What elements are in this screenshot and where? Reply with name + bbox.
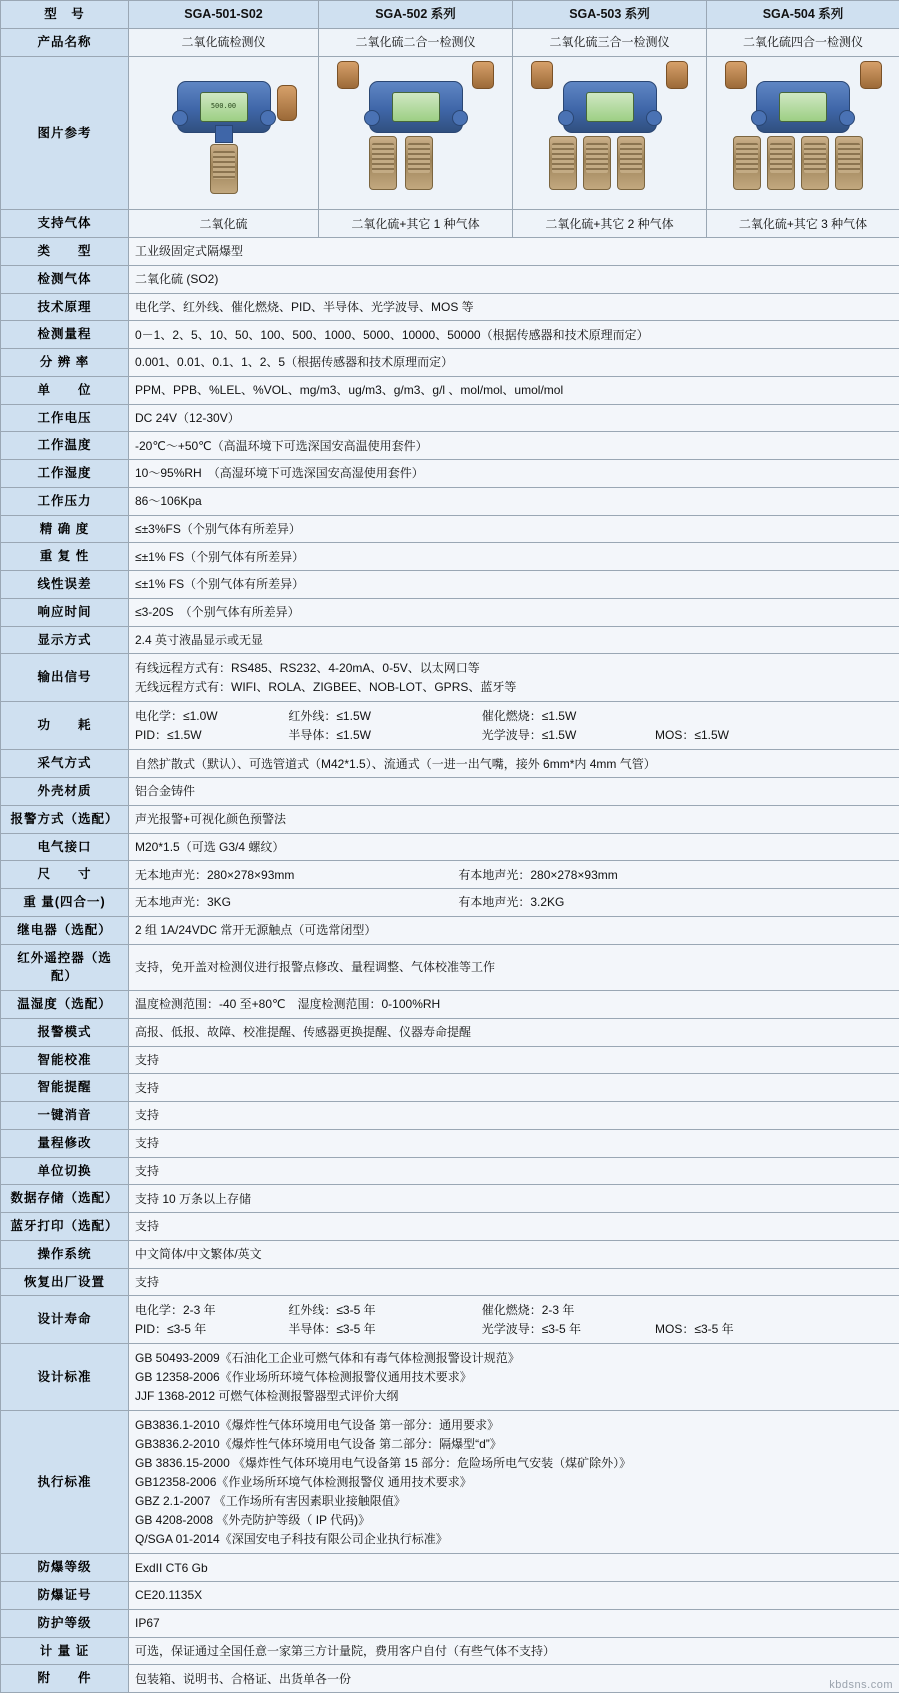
table-row-detect-gas <box>1 265 899 293</box>
sensor-cap-right-icon <box>860 61 882 89</box>
row-value-relay: 2 组 1A/24VDC 常开无源触点（可选常闭型） <box>129 916 899 944</box>
sensor-probe-2-icon <box>405 136 433 190</box>
row-value-resolution: 0.001、0.01、0.1、1、2、5（根据传感器和技术原理而定） <box>129 349 899 377</box>
row-label-type: 类 型 <box>1 238 129 266</box>
row-label-factory-reset: 恢复出厂设置 <box>1 1268 129 1296</box>
table-row-size <box>1 861 899 889</box>
table-row-image-ref <box>1 56 899 210</box>
row-value-repeatability: ≤±1% FS（个别气体有所差异） <box>129 543 899 571</box>
row-label-ex-rating: 防爆等级 <box>1 1554 129 1582</box>
row-value-response-time: ≤3-20S （个别气体有所差异） <box>129 598 899 626</box>
row-label-pressure: 工作压力 <box>1 487 129 515</box>
power-line-1 <box>135 707 893 725</box>
watermark: kbdsns.com <box>829 1679 893 1691</box>
table-row-temperature <box>1 432 899 460</box>
row-label-temp-humidity-option: 温湿度（选配） <box>1 991 129 1019</box>
row-value-smart-reminder: 支持 <box>129 1074 899 1102</box>
detector-illustration-triple <box>517 63 702 198</box>
housing-port-left-icon <box>364 110 380 126</box>
row-label-humidity: 工作湿度 <box>1 460 129 488</box>
housing-port-left-icon <box>751 110 767 126</box>
row-label-accuracy: 精 确 度 <box>1 515 129 543</box>
table-row-weight <box>1 889 899 917</box>
sensor-probe-3-icon <box>617 136 645 190</box>
row-value-alarm-mode: 高报、低报、故障、校准提醒、传感器更换提醒、仪器寿命提醒 <box>129 1018 899 1046</box>
table-row-electrical-interface <box>1 833 899 861</box>
weight-with-alarm: 有本地声光：3.2KG <box>458 893 564 911</box>
table-row-tech-principle <box>1 293 899 321</box>
row-label-one-key-mute: 一键消音 <box>1 1102 129 1130</box>
power-mos: MOS：≤1.5W <box>655 726 729 744</box>
lifespan-line-1 <box>135 1301 893 1319</box>
row-value-humidity: 10～95%RH （高湿环境下可选深国安高湿使用套件） <box>129 460 899 488</box>
row-label-support-gas: 支持气体 <box>1 210 129 238</box>
row-label-design-standard: 设计标准 <box>1 1344 129 1411</box>
row-value-accuracy: ≤±3%FS（个别气体有所差异） <box>129 515 899 543</box>
output-signal-wired: 有线远程方式有：RS485、RS232、4-20mA、0-5V、以太网口等 <box>135 659 893 677</box>
sensor-probe-2-icon <box>583 136 611 190</box>
row-label-electrical-interface: 电气接口 <box>1 833 129 861</box>
row-value-type: 工业级固定式隔爆型 <box>129 238 899 266</box>
exec-standard-line-4: GB12358-2006《作业场所环境气体检测报警仪 通用技术要求》 <box>135 1473 893 1491</box>
row-value-smart-calibration: 支持 <box>129 1046 899 1074</box>
table-row-bluetooth-print <box>1 1213 899 1241</box>
table-row-alarm-mode <box>1 1018 899 1046</box>
row-label-alarm-mode: 报警模式 <box>1 1018 129 1046</box>
support-gas-503: 二氧化硫+其它 2 种气体 <box>513 210 707 238</box>
exec-standard-line-5: GBZ 2.1-2007 《工作场所有害因素职业接触限值》 <box>135 1492 893 1510</box>
row-value-bluetooth-print: 支持 <box>129 1213 899 1241</box>
exec-standard-line-1: GB3836.1-2010《爆炸性气体环境用电气设备 第一部分：通用要求》 <box>135 1416 893 1434</box>
size-with-alarm: 有本地声光：280×278×93mm <box>458 866 617 884</box>
power-line-2 <box>135 726 893 744</box>
design-standard-line-2: GB 12358-2006《作业场所环境气体检测报警仪通用技术要求》 <box>135 1368 893 1386</box>
sensor-cap-left-icon <box>725 61 747 89</box>
power-pid: PID：≤1.5W <box>135 726 285 744</box>
support-gas-501: 二氧化硫 <box>129 210 319 238</box>
detector-illustration-single <box>149 63 299 198</box>
table-row-exec-standard <box>1 1411 899 1554</box>
support-gas-504: 二氧化硫+其它 3 种气体 <box>707 210 899 238</box>
exec-standard-line-2: GB3836.2-2010《爆炸性气体环境用电气设备 第二部分：隔爆型“d”》 <box>135 1435 893 1453</box>
row-label-voltage: 工作电压 <box>1 404 129 432</box>
table-row-ir-remote <box>1 944 899 991</box>
detector-display-icon <box>779 92 827 122</box>
row-label-lifespan: 设计寿命 <box>1 1296 129 1344</box>
row-label-ip-rating: 防护等级 <box>1 1609 129 1637</box>
row-label-bluetooth-print: 蓝牙打印（选配） <box>1 1213 129 1241</box>
row-label-exec-standard: 执行标准 <box>1 1411 129 1554</box>
exec-standard-line-6: GB 4208-2008 《外壳防护等级（ IP 代码)》 <box>135 1511 893 1529</box>
row-value-electrical-interface: M20*1.5（可选 G3/4 螺纹） <box>129 833 899 861</box>
table-row-ex-rating <box>1 1554 899 1582</box>
row-label-display: 显示方式 <box>1 626 129 654</box>
row-label-data-storage: 数据存储（选配） <box>1 1185 129 1213</box>
row-label-unit: 单 位 <box>1 376 129 404</box>
detector-stem-icon <box>215 125 233 143</box>
housing-port-right-icon <box>839 110 855 126</box>
row-value-voltage: DC 24V（12-30V） <box>129 404 899 432</box>
detector-illustration-dual <box>323 63 508 198</box>
model-504: SGA-504 系列 <box>707 1 899 29</box>
row-label-ir-remote: 红外遥控器（选配） <box>1 944 129 991</box>
row-label-smart-calibration: 智能校准 <box>1 1046 129 1074</box>
lifespan-catalytic: 催化燃烧：2-3 年 <box>482 1301 575 1319</box>
table-row-metrology-cert <box>1 1637 899 1665</box>
exec-standard-line-3: GB 3836.15-2000 《爆炸性气体环境用电气设备第 15 部分：危险场所电气安装（煤矿除外）》 <box>135 1454 893 1472</box>
row-label-os: 操作系统 <box>1 1240 129 1268</box>
row-value-range-modify: 支持 <box>129 1129 899 1157</box>
row-value-unit-switch: 支持 <box>129 1157 899 1185</box>
lifespan-electrochemical: 电化学：2-3 年 <box>135 1301 285 1319</box>
sensor-probe-2-icon <box>767 136 795 190</box>
lifespan-optical: 光学波导：≤3-5 年 <box>482 1320 652 1338</box>
row-label-range: 检测量程 <box>1 321 129 349</box>
housing-port-right-icon <box>260 110 276 126</box>
row-value-ip-rating: IP67 <box>129 1609 899 1637</box>
row-label-image-ref: 图片参考 <box>1 56 129 210</box>
row-value-output-signal <box>129 654 899 702</box>
row-value-range: 0－1、2、5、10、50、100、500、1000、5000、10000、50000（根据传感器和技术原理而定） <box>129 321 899 349</box>
sensor-cap-icon <box>277 85 297 121</box>
row-value-size <box>129 861 899 889</box>
table-row-smart-reminder <box>1 1074 899 1102</box>
table-row-display <box>1 626 899 654</box>
row-value-detect-gas: 二氧化硫 (SO2) <box>129 265 899 293</box>
row-value-data-storage: 支持 10 万条以上存储 <box>129 1185 899 1213</box>
model-503: SGA-503 系列 <box>513 1 707 29</box>
housing-port-right-icon <box>646 110 662 126</box>
row-label-power: 功 耗 <box>1 702 129 750</box>
table-row-one-key-mute <box>1 1102 899 1130</box>
product-name-502: 二氧化硫二合一检测仪 <box>319 28 513 56</box>
table-row-relay <box>1 916 899 944</box>
row-value-design-standard <box>129 1344 899 1411</box>
power-electrochemical: 电化学：≤1.0W <box>135 707 285 725</box>
sensor-cap-right-icon <box>666 61 688 89</box>
table-row-ip-rating <box>1 1609 899 1637</box>
table-row-response-time <box>1 598 899 626</box>
model-502: SGA-502 系列 <box>319 1 513 29</box>
table-row-support-gas <box>1 210 899 238</box>
row-label-model: 型 号 <box>1 1 129 29</box>
table-row-factory-reset <box>1 1268 899 1296</box>
table-row-shell-material <box>1 778 899 806</box>
row-label-range-modify: 量程修改 <box>1 1129 129 1157</box>
row-label-alarm-type: 报警方式（选配） <box>1 805 129 833</box>
row-label-accessories: 附 件 <box>1 1665 129 1693</box>
row-label-temperature: 工作温度 <box>1 432 129 460</box>
detector-illustration-quad <box>711 63 896 198</box>
table-row-unit <box>1 376 899 404</box>
power-semiconductor: 半导体：≤1.5W <box>288 726 478 744</box>
row-label-sampling: 采气方式 <box>1 750 129 778</box>
sensor-probe-4-icon <box>835 136 863 190</box>
row-value-ir-remote: 支持，免开盖对检测仪进行报警点修改、量程调整、气体校准等工作 <box>129 944 899 991</box>
table-row-output-signal <box>1 654 899 702</box>
sensor-probe-1-icon <box>733 136 761 190</box>
table-row-sampling <box>1 750 899 778</box>
housing-port-left-icon <box>558 110 574 126</box>
row-label-smart-reminder: 智能提醒 <box>1 1074 129 1102</box>
row-label-tech-principle: 技术原理 <box>1 293 129 321</box>
detector-display-icon <box>200 92 248 122</box>
output-signal-wireless: 无线远程方式有：WIFI、ROLA、ZIGBEE、NOB-LOT、GPRS、蓝牙等 <box>135 678 893 696</box>
product-name-501: 二氧化硫检测仪 <box>129 28 319 56</box>
sensor-cap-right-icon <box>472 61 494 89</box>
row-label-metrology-cert: 计 量 证 <box>1 1637 129 1665</box>
table-row-voltage <box>1 404 899 432</box>
device-image-501 <box>129 56 319 210</box>
table-row-ex-cert <box>1 1582 899 1610</box>
sensor-cap-left-icon <box>337 61 359 89</box>
product-name-504: 二氧化硫四合一检测仪 <box>707 28 899 56</box>
row-label-unit-switch: 单位切换 <box>1 1157 129 1185</box>
row-value-sampling: 自然扩散式（默认）、可选管道式（M42*1.5）、流通式（一进一出气嘴，接外 6mm*内 4mm 气管） <box>129 750 899 778</box>
design-standard-line-1: GB 50493-2009《石油化工企业可燃气体和有毒气体检测报警设计规范》 <box>135 1349 893 1367</box>
table-row-repeatability <box>1 543 899 571</box>
row-value-tech-principle: 电化学、红外线、催化燃烧、PID、半导体、光学波导、MOS 等 <box>129 293 899 321</box>
table-row-lifespan <box>1 1296 899 1344</box>
size-without-alarm: 无本地声光：280×278×93mm <box>135 866 455 884</box>
row-value-metrology-cert: 可选，保证通过全国任意一家第三方计量院，费用客户自付（有些气体不支持） <box>129 1637 899 1665</box>
lifespan-line-2 <box>135 1320 893 1338</box>
sensor-probe-icon <box>210 144 238 194</box>
lifespan-infrared: 红外线：≤3-5 年 <box>288 1301 478 1319</box>
table-row-product-name <box>1 28 899 56</box>
model-501: SGA-501-S02 <box>129 1 319 29</box>
table-row-type <box>1 238 899 266</box>
detector-housing-icon <box>369 81 463 133</box>
detector-display-icon <box>586 92 634 122</box>
lifespan-mos: MOS：≤3-5 年 <box>655 1320 734 1338</box>
table-row-linearity <box>1 571 899 599</box>
table-row-range <box>1 321 899 349</box>
power-optical: 光学波导：≤1.5W <box>482 726 652 744</box>
sensor-probe-3-icon <box>801 136 829 190</box>
row-value-weight <box>129 889 899 917</box>
housing-port-right-icon <box>452 110 468 126</box>
row-label-weight: 重 量(四合一) <box>1 889 129 917</box>
detector-display-icon <box>392 92 440 122</box>
power-infrared: 红外线：≤1.5W <box>288 707 478 725</box>
row-label-shell-material: 外壳材质 <box>1 778 129 806</box>
table-row-humidity <box>1 460 899 488</box>
detector-housing-icon <box>563 81 657 133</box>
power-catalytic: 催化燃烧：≤1.5W <box>482 707 577 725</box>
table-row-range-modify <box>1 1129 899 1157</box>
row-value-shell-material: 铝合金铸件 <box>129 778 899 806</box>
row-value-temperature: -20℃～+50℃（高温环境下可选深国安高温使用套件） <box>129 432 899 460</box>
device-image-503 <box>513 56 707 210</box>
housing-port-left-icon <box>172 110 188 126</box>
row-value-power <box>129 702 899 750</box>
row-value-display: 2.4 英寸液晶显示或无显 <box>129 626 899 654</box>
table-row-model <box>1 1 899 29</box>
row-label-relay: 继电器（选配） <box>1 916 129 944</box>
table-row-power <box>1 702 899 750</box>
sensor-cap-left-icon <box>531 61 553 89</box>
table-row-accessories <box>1 1665 899 1693</box>
table-row-data-storage <box>1 1185 899 1213</box>
row-label-repeatability: 重 复 性 <box>1 543 129 571</box>
lifespan-semiconductor: 半导体：≤3-5 年 <box>288 1320 478 1338</box>
row-label-size: 尺 寸 <box>1 861 129 889</box>
row-value-pressure: 86～106Kpa <box>129 487 899 515</box>
row-value-temp-humidity-option: 温度检测范围：-40 至+80℃ 湿度检测范围：0-100%RH <box>129 991 899 1019</box>
row-value-alarm-type: 声光报警+可视化颜色预警法 <box>129 805 899 833</box>
sensor-probe-1-icon <box>549 136 577 190</box>
row-value-os: 中文简体/中文繁体/英文 <box>129 1240 899 1268</box>
lifespan-pid: PID：≤3-5 年 <box>135 1320 285 1338</box>
row-value-ex-cert: CE20.1135X <box>129 1582 899 1610</box>
table-row-unit-switch <box>1 1157 899 1185</box>
row-value-one-key-mute: 支持 <box>129 1102 899 1130</box>
row-label-output-signal: 输出信号 <box>1 654 129 702</box>
row-value-factory-reset: 支持 <box>129 1268 899 1296</box>
exec-standard-line-7: Q/SGA 01-2014《深国安电子科技有限公司企业执行标准》 <box>135 1530 893 1548</box>
support-gas-502: 二氧化硫+其它 1 种气体 <box>319 210 513 238</box>
row-label-response-time: 响应时间 <box>1 598 129 626</box>
device-image-504 <box>707 56 899 210</box>
device-image-502 <box>319 56 513 210</box>
row-value-linearity: ≤±1% FS（个别气体有所差异） <box>129 571 899 599</box>
row-value-ex-rating: ExdII CT6 Gb <box>129 1554 899 1582</box>
row-label-ex-cert: 防爆证号 <box>1 1582 129 1610</box>
table-row-accuracy <box>1 515 899 543</box>
design-standard-line-3: JJF 1368-2012 可燃气体检测报警器型式评价大纲 <box>135 1387 893 1405</box>
table-row-smart-calibration <box>1 1046 899 1074</box>
display-reading: 500.00 <box>201 101 247 112</box>
weight-without-alarm: 无本地声光：3KG <box>135 893 455 911</box>
sensor-probe-1-icon <box>369 136 397 190</box>
row-value-accessories: 包装箱、说明书、合格证、出货单各一份 <box>129 1665 899 1693</box>
product-name-503: 二氧化硫三合一检测仪 <box>513 28 707 56</box>
row-label-resolution: 分 辨 率 <box>1 349 129 377</box>
table-row-os <box>1 1240 899 1268</box>
table-row-pressure <box>1 487 899 515</box>
row-label-linearity: 线性误差 <box>1 571 129 599</box>
table-row-temp-humidity-option <box>1 991 899 1019</box>
row-label-detect-gas: 检测气体 <box>1 265 129 293</box>
table-row-alarm-type <box>1 805 899 833</box>
detector-housing-icon <box>756 81 850 133</box>
table-row-resolution <box>1 349 899 377</box>
row-value-unit: PPM、PPB、%LEL、%VOL、mg/m3、ug/m3、g/m3、g/l 、mol/mol、umol/mol <box>129 376 899 404</box>
row-value-lifespan <box>129 1296 899 1344</box>
table-row-design-standard <box>1 1344 899 1411</box>
row-value-exec-standard <box>129 1411 899 1554</box>
row-label-product-name: 产品名称 <box>1 28 129 56</box>
